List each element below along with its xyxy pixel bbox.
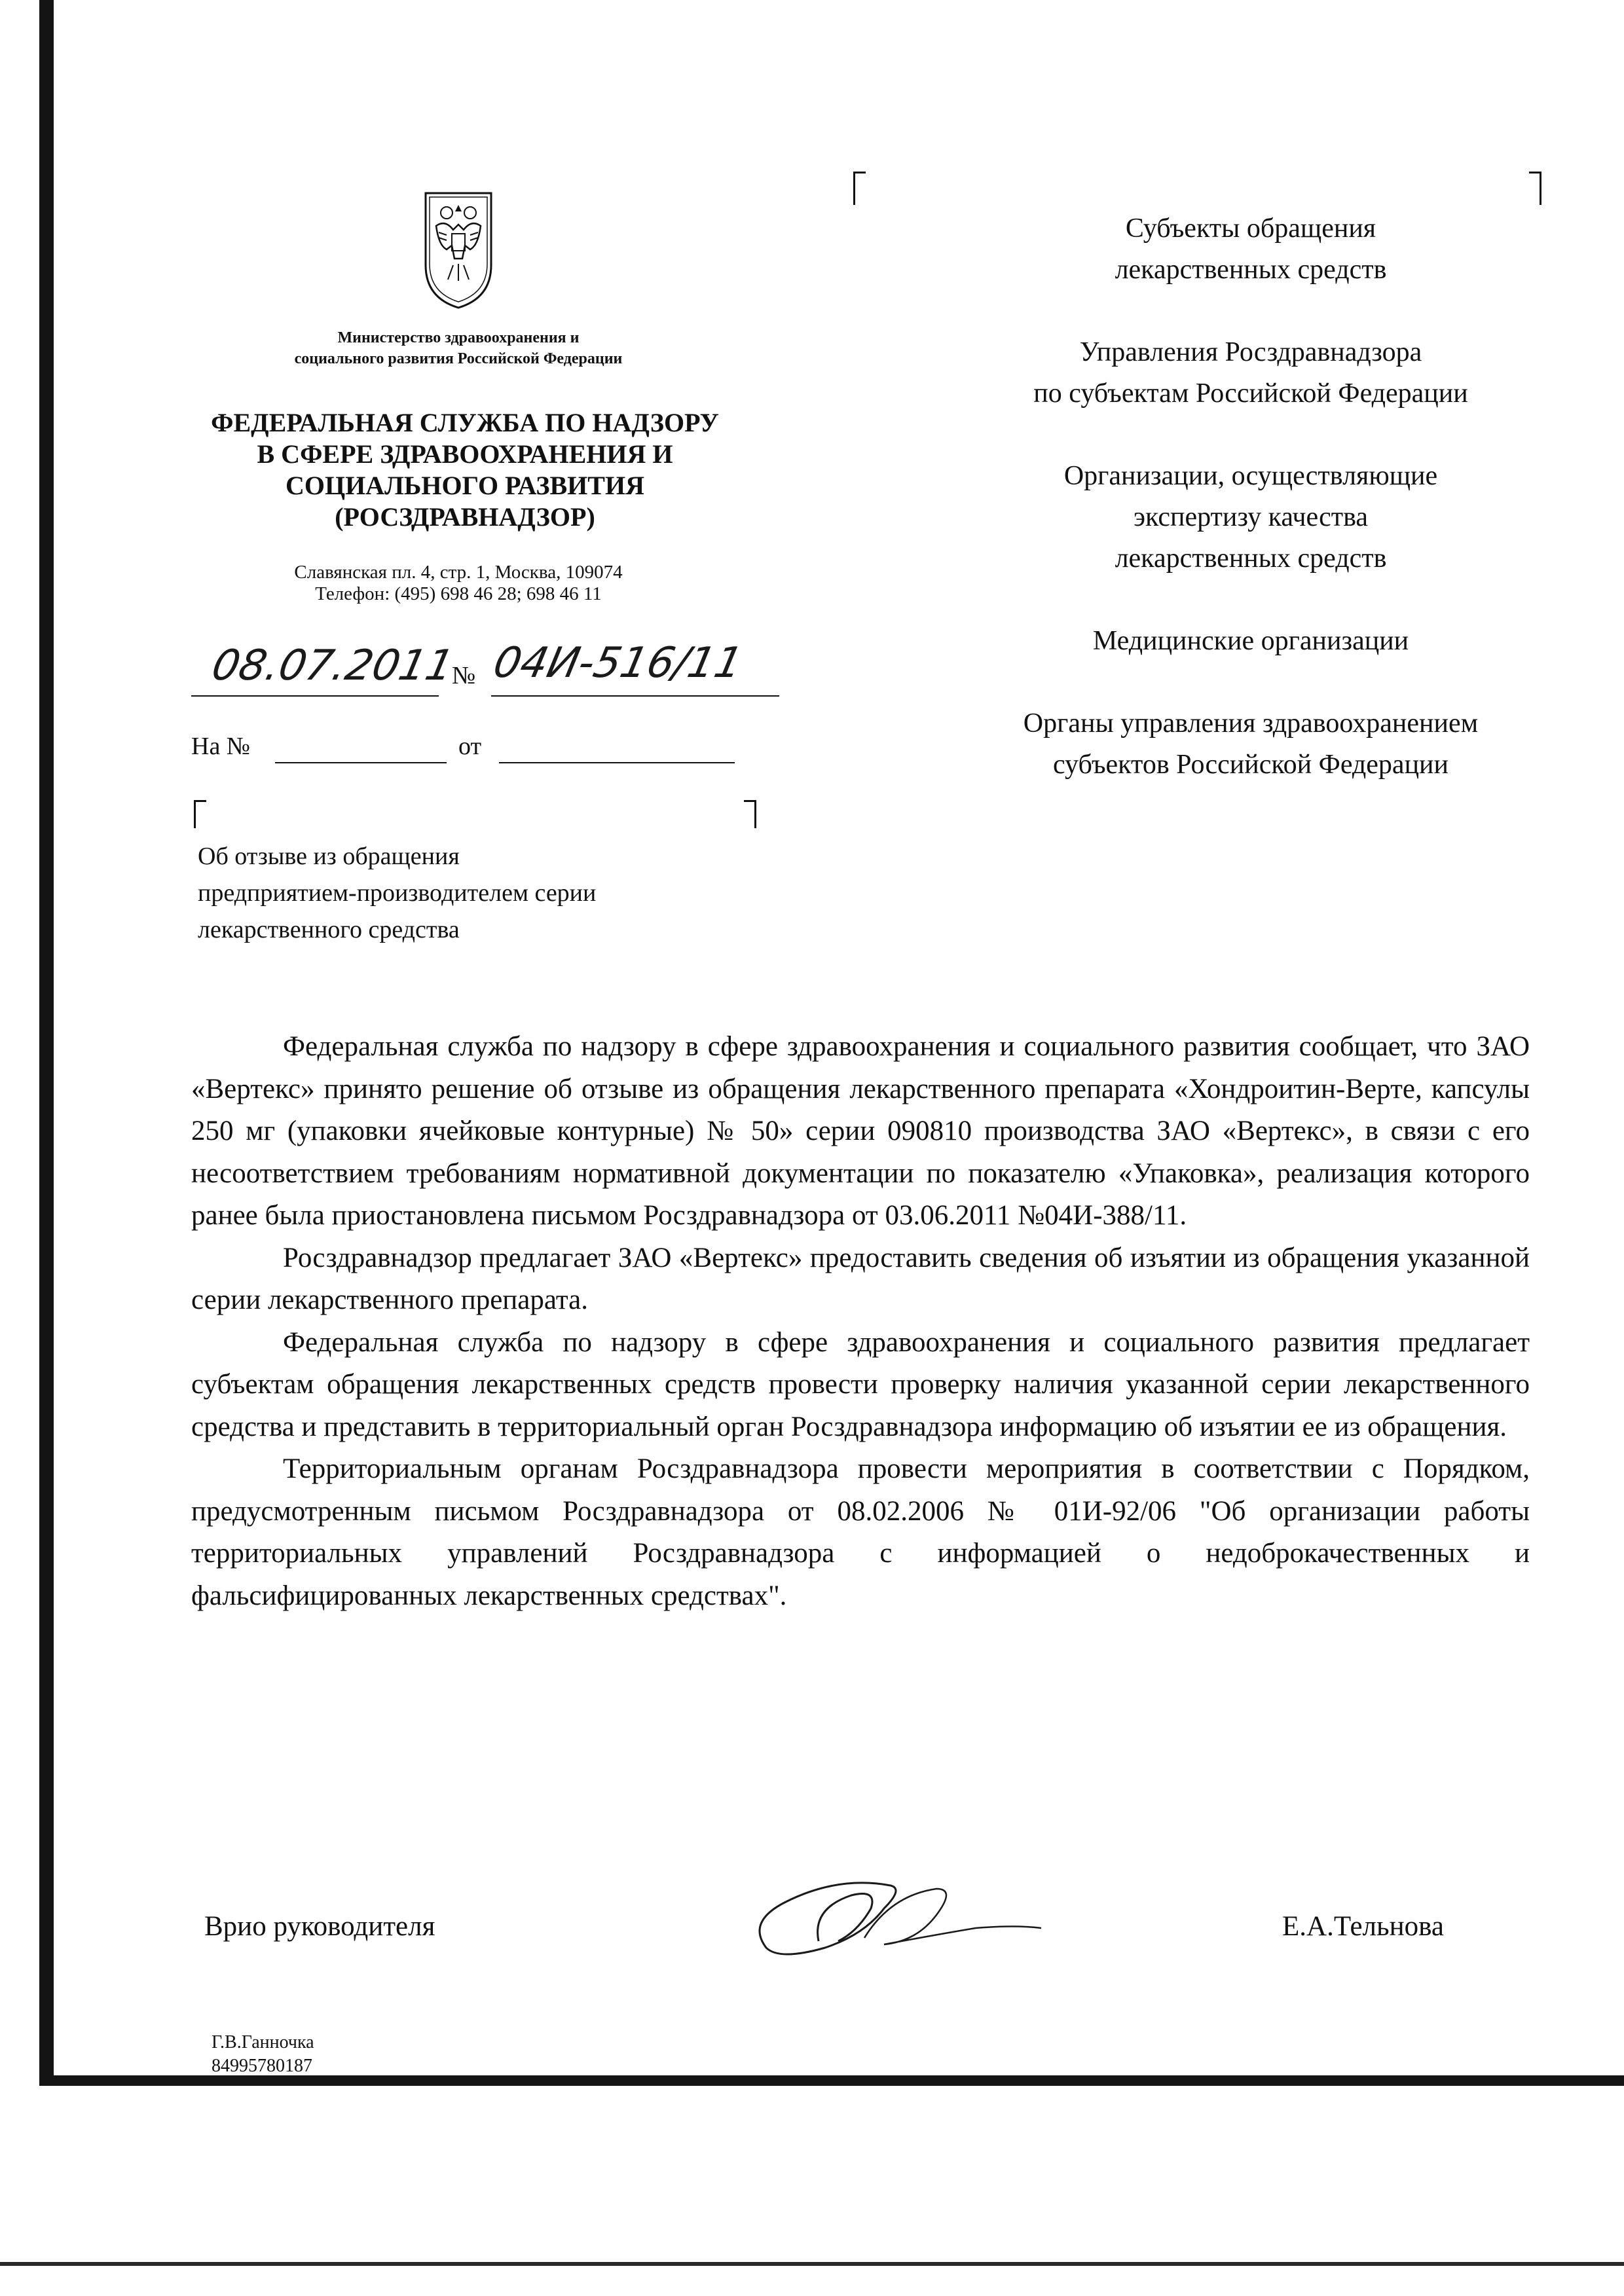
body-paragraph-2: Росздравнадзор предлагает ЗАО «Вертекс» предоставить сведения об изъятии из обращения указанной серии лекарственного препарата. — [191, 1242, 1530, 1315]
recipient-line: Медицинские организации — [1092, 626, 1409, 656]
handwritten-number: 04И-516/11 — [489, 639, 747, 687]
recipient-group — [904, 703, 1598, 786]
recipient-group — [904, 332, 1598, 414]
executor-phone: 84995780187 — [212, 2056, 312, 2076]
service-line-1: ФЕДЕРАЛЬНАЯ СЛУЖБА ПО НАДЗОРУ — [211, 408, 719, 437]
reply-from-line — [499, 762, 735, 763]
recipient-line: экспертизу качества — [1133, 502, 1369, 532]
recipient-line: лекарственных средств — [1115, 255, 1387, 285]
number-underline — [491, 695, 779, 697]
recipient-line: по субъектам Российской Федерации — [1033, 378, 1468, 409]
reply-from-label: от — [458, 733, 482, 760]
recipient-bracket-left — [853, 172, 866, 205]
recipient-line: субъектов Российской Федерации — [1052, 750, 1449, 780]
recipient-group — [904, 621, 1598, 662]
executor-name: Г.В.Ганночка — [212, 2032, 314, 2052]
handwritten-date: 08.07.2011 — [208, 642, 458, 690]
ministry-line-1: Министерство здравоохранения и — [337, 329, 580, 346]
recipient-line: Органы управления здравоохранением — [1023, 708, 1479, 738]
number-label: № — [452, 662, 476, 689]
ministry-line-2: социального развития Российской Федерации — [294, 350, 623, 367]
service-line-2: В СФЕРЕ ЗДРАВООХРАНЕНИЯ И — [257, 439, 673, 469]
address-line: Славянская пл. 4, стр. 1, Москва, 109074 — [294, 562, 623, 583]
date-underline — [191, 695, 439, 697]
ministry-name — [196, 327, 720, 369]
reply-number-label: На № — [191, 733, 251, 760]
executor-block — [212, 2031, 314, 2078]
service-line-4: (РОСЗДРАВНАДЗОР) — [335, 502, 595, 532]
body-paragraph-4: Территориальным органам Росздравнадзора провести мероприятия в соответствии с Порядком, предусмотренным письмом Росздравнадзора от 08.02.2006 № 01И-92/06 "Об организации работы территориальных управлений Росздравнадзора с информацией о недоброкачественных и фальсифицированных лекарственных средствах". — [191, 1453, 1530, 1611]
subject-line-3: лекарственного средства — [198, 916, 460, 943]
reply-number-line — [275, 762, 447, 763]
phone-line: Телефон: (495) 698 46 28; 698 46 11 — [315, 583, 602, 604]
recipient-line: Управления Росздравнадзора — [1079, 337, 1422, 367]
subject-line-2: предприятием-производителем серии — [198, 879, 597, 907]
handwritten-signature — [740, 1869, 1054, 1967]
address-block — [196, 562, 720, 605]
body-paragraph-1: Федеральная служба по надзору в сфере здравоохранения и социального развития сообщает, что ЗАО «Вертекс» принято решение об отзыве из обращения лекарственного препарата «Хондроитин-Верте, капсулы 250 мг (упаковки ячейковые контурные) № 50» серии 090810 производства ЗАО «Вертекс», в связи с его несоответствием требованиям нормативной документации по показателю «Упаковка», реализация которого ранее была приостановлена письмом Росздравнадзора от 03.06.2011 №04И-388/11. — [191, 1031, 1530, 1231]
recipients-block — [904, 208, 1598, 786]
scan-edge-left — [39, 0, 54, 2082]
recipient-line: лекарственных средств — [1115, 543, 1387, 574]
recipient-line: Субъекты обращения — [1125, 213, 1376, 244]
letter-body — [191, 1026, 1530, 1617]
subject — [198, 838, 787, 948]
recipient-line: Организации, осуществляющие — [1063, 461, 1438, 491]
recipient-group — [904, 456, 1598, 579]
coat-of-arms-icon — [419, 187, 498, 311]
subject-bracket-left — [194, 800, 206, 828]
body-paragraph-3: Федеральная служба по надзору в сфере здравоохранения и социального развития предлагает субъектам обращения лекарственных средств провести проверку наличия указанной серии лекарственного средства и представить в территориальный орган Росздравнадзора информацию об изъятии ее из обращения. — [191, 1326, 1530, 1442]
recipient-bracket-right — [1529, 172, 1541, 205]
recipient-group — [904, 208, 1598, 291]
signatory-name: Е.А.Тельнова — [1282, 1911, 1444, 1942]
signatory-title: Врио руководителя — [204, 1911, 435, 1942]
service-name — [170, 407, 760, 533]
subject-bracket-right — [744, 800, 756, 828]
service-line-3: СОЦИАЛЬНОГО РАЗВИТИЯ — [286, 471, 644, 500]
subject-line-1: Об отзыве из обращения — [198, 843, 460, 870]
scan-edge-bottom-2 — [0, 2262, 1624, 2266]
